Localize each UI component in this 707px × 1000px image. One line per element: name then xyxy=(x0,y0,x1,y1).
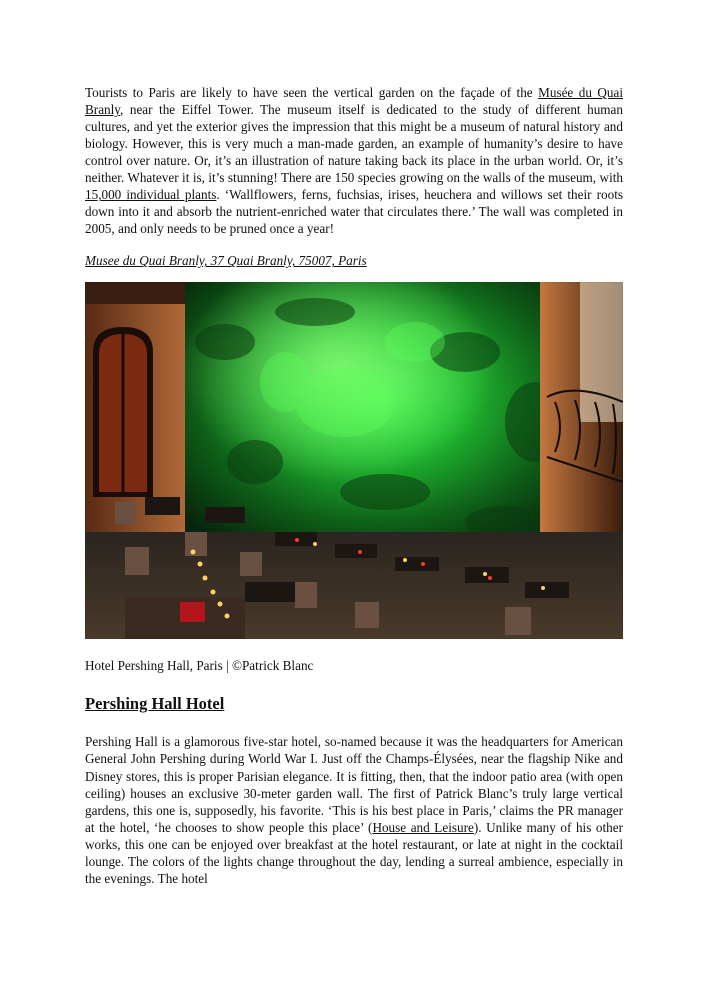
intro-text-3: . ‘Wallflowers, ferns, fuchsias, irises, heuchera and willows set their roots down into it and absorb the nutrient-enriched water that circulates there.’ The wall was completed in 2005, and only needs to be pruned once a year! xyxy=(85,187,623,237)
section-title: Pershing Hall Hotel xyxy=(85,694,225,714)
pershing-hall-paragraph xyxy=(85,733,623,886)
musee-quai-branly-link[interactable]: Musée du Quai Branly xyxy=(85,85,623,118)
intro-text-1: Tourists to Paris are likely to have seen the vertical garden on the façade of the xyxy=(85,85,539,100)
body-text-2: ). Unlike many of his other works, this one can be enjoyed over breakfast at the hotel restaurant, or late at night in the cocktail lounge. The colors of the lights change throughout the day, lending a surreal ambience, especially in the evenings. The hotel xyxy=(85,819,624,886)
intro-paragraph xyxy=(85,84,623,237)
house-and-leisure-link[interactable]: House and Leisure xyxy=(372,819,474,835)
body-text-1: Pershing Hall is a glamorous five-star hotel, so-named because it was the headquarters for American General John Pershing during World War I. Just off the Champs-Élysées, near the flagship Nike and Disney stores, this is proper Parisian elegance. It is fitting, then, that the indoor patio area (with open ceiling) houses an exclusive 30-meter garden wall. The first of Patrick Blanc’s truly large vertical gardens, this one is, supposedly, his favorite. ‘This is his best place in Paris,’ claims the PR manager at the hotel, ‘he chooses to show people this place’ ( xyxy=(85,734,623,835)
individual-plants-link[interactable]: 15,000 individual plants xyxy=(85,187,217,203)
vertical-garden-photo xyxy=(85,282,623,639)
address-link[interactable]: Musee du Quai Branly, 37 Quai Branly, 75007, Paris xyxy=(85,253,367,269)
document-page xyxy=(85,84,623,887)
intro-text-2: , near the Eiffel Tower. The museum itself is dedicated to the study of different human cultures, and yet the exterior gives the impression that this might be a museum of natural history and biology. However, this is very much a man-made garden, an example of humanity’s desire to have control over nature. Or, it’s an illustration of nature taking back its place in the urban world. Or, it’s neither. Whatever it is, it’s stunning! There are 150 species growing on the walls of the museum, with xyxy=(85,102,623,186)
photo-caption: Hotel Pershing Hall, Paris | ©Patrick Blanc xyxy=(85,658,314,674)
